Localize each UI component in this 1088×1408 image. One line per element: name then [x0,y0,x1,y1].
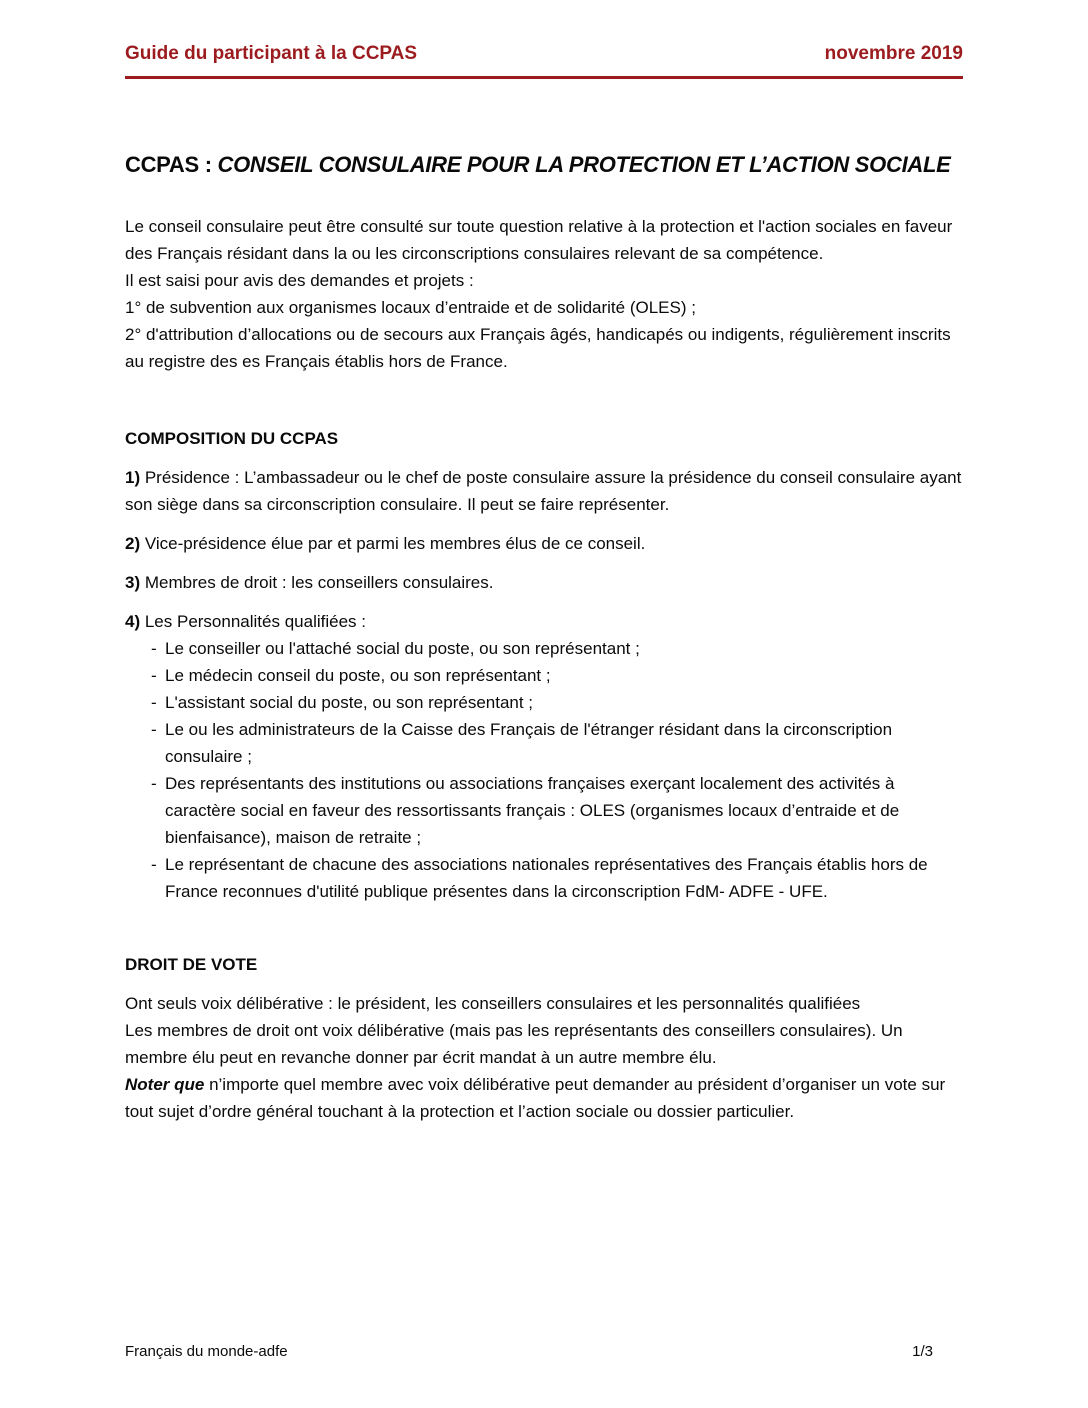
vote-note [125,1071,963,1125]
list-item-text: Le conseiller ou l'attaché social du poste, ou son représentant ; [165,639,640,658]
document-title-main: CONSEIL CONSULAIRE POUR LA PROTECTION ET L’ACTION SOCIALE [217,152,951,177]
vote-paragraph [125,990,963,1125]
vote-note-lead: Noter que [125,1075,205,1094]
item-text: Les Personnalités qualifiées : [140,612,366,631]
list-item-text: Des représentants des institutions ou associations françaises exerçant localement des activités à caractère social en faveur des ressortissants français : OLES (organismes locaux d’entraide et de bienfaisance), maison de retraite ; [165,774,900,847]
list-item [125,689,963,716]
intro-line: Le conseil consulaire peut être consulté sur toute question relative à la protection et l'action sociales en faveur des Français résidant dans la ou les circonscriptions consulaires relevant de sa compétence. [125,217,953,263]
dash-bullet: - [151,693,157,712]
list-item-text: L'assistant social du poste, ou son représentant ; [165,693,534,712]
intro-line: Il est saisi pour avis des demandes et projets : [125,271,474,290]
list-item [125,635,963,662]
intro-paragraph [125,213,963,375]
dash-bullet: - [151,774,157,793]
item-text: Présidence : L’ambassadeur ou le chef de poste consulaire assure la présidence du conseil consulaire ayant son siège dans sa circonscription consulaire. Il peut se faire représenter. [125,468,962,514]
list-item [125,851,963,905]
page-header [125,42,963,79]
section-heading-composition: COMPOSITION DU CCPAS [125,429,339,448]
footer-organization: Français du monde-adfe [125,1343,288,1360]
dash-bullet: - [151,666,157,685]
dash-bullet: - [151,855,157,874]
list-item [125,662,963,689]
numbered-item-presidence [125,464,963,518]
item-number: 2) [125,534,141,553]
vote-line: Les membres de droit ont voix délibérative (mais pas les représentants des conseillers consulaires). Un membre élu peut en revanche donner par écrit mandat à un autre membre élu. [125,1021,903,1067]
numbered-item-personnalites-qualifiees [125,608,963,635]
vote-note-text: n’importe quel membre avec voix délibérative peut demander au président d’organiser un vote sur tout sujet d’ordre général touchant à la protection et l’action sociale ou dossier particulier. [125,1075,946,1121]
list-item [125,770,963,851]
intro-line: 2° d'attribution d’allocations ou de secours aux Français âgés, handicapés ou indigents, régulièrement inscrits au registre des es Français établis hors de France. [125,325,951,371]
numbered-item-vice-presidence [125,530,963,557]
header-date: novembre 2019 [824,43,963,64]
document-title-prefix: CCPAS : [125,152,218,177]
item-text: Membres de droit : les conseillers consulaires. [140,573,494,592]
item-number: 1) [125,468,141,487]
header-title: Guide du participant à la CCPAS [125,43,418,64]
list-item [125,716,963,770]
vote-line: Ont seuls voix délibérative : le président, les conseillers consulaires et les personnalités qualifiées [125,994,861,1013]
page-footer [125,1342,963,1362]
document-title [125,150,963,180]
item-text: Vice-présidence élue par et parmi les membres élus de ce conseil. [140,534,646,553]
list-item-text: Le représentant de chacune des associations nationales représentatives des Français établis hors de France reconnues d'utilité publique présentes dans la circonscription FdM- ADFE - UFE. [165,855,928,901]
qualified-persons-list [125,635,963,905]
section-heading-droit-de-vote: DROIT DE VOTE [125,955,258,974]
item-number: 4) [125,612,141,631]
document-body [125,150,963,1125]
intro-line: 1° de subvention aux organismes locaux d’entraide et de solidarité (OLES) ; [125,298,696,317]
list-item-text: Le ou les administrateurs de la Caisse des Français de l'étranger résidant dans la circonscription consulaire ; [165,720,893,766]
item-number: 3) [125,573,141,592]
list-item-text: Le médecin conseil du poste, ou son représentant ; [165,666,551,685]
page-number: 1/3 [912,1343,933,1360]
dash-bullet: - [151,720,157,739]
dash-bullet: - [151,639,157,658]
numbered-item-membres-de-droit [125,569,963,596]
